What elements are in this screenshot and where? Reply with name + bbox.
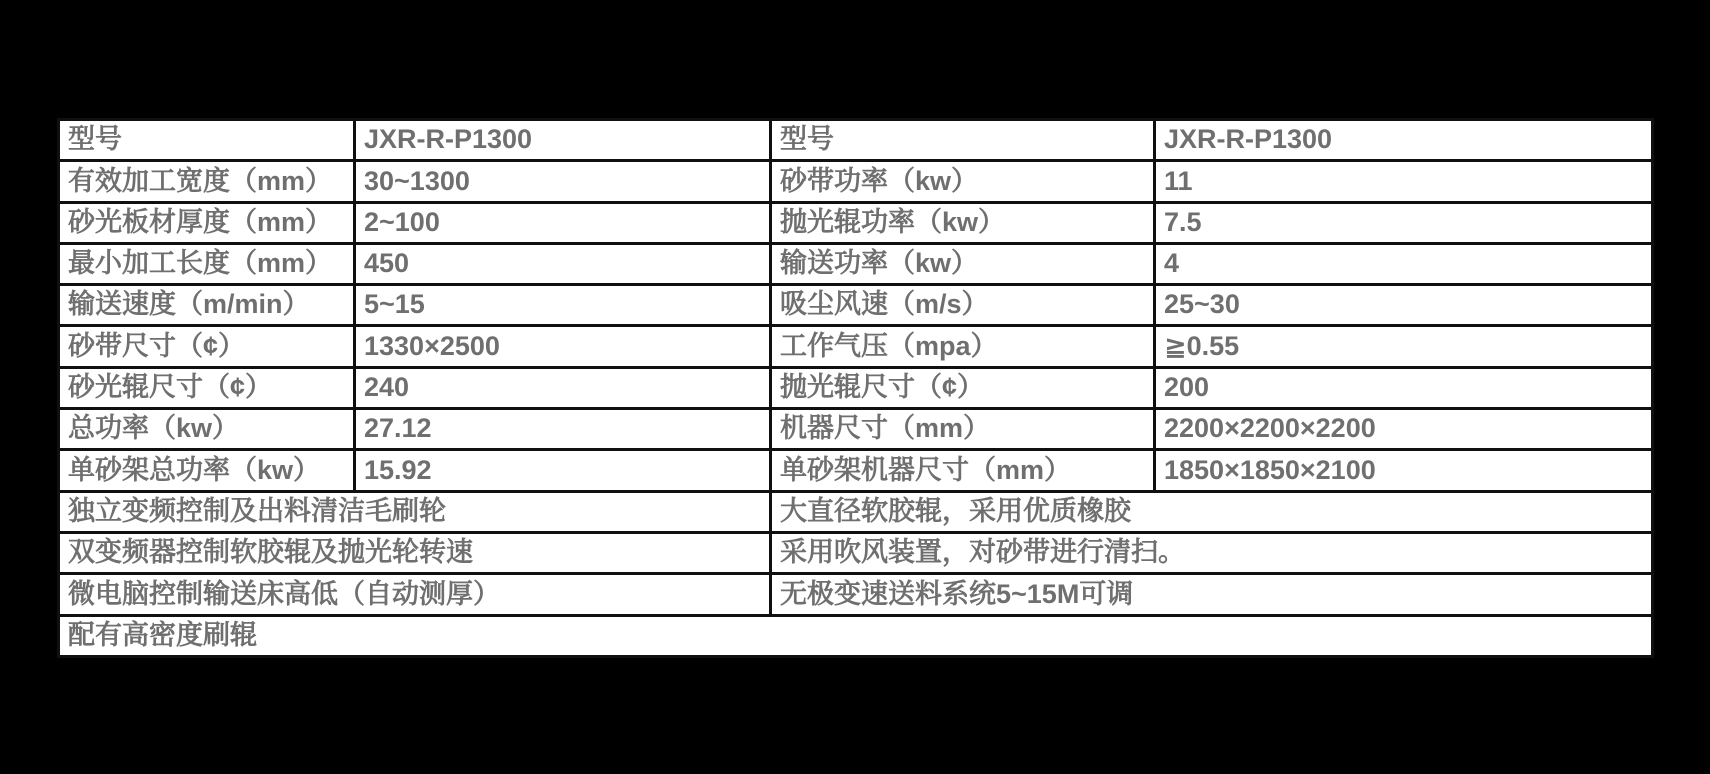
- spec-value-cell: JXR-R-P1300: [1155, 120, 1653, 161]
- spec-value-cell: 200: [1155, 367, 1653, 408]
- spec-label-cell: 砂光辊尺寸（¢）: [59, 367, 355, 408]
- spec-value-cell: 27.12: [355, 409, 771, 450]
- spec-value-cell: 15.92: [355, 450, 771, 491]
- table-row: [59, 120, 1653, 161]
- spec-label-cell: 砂光板材厚度（mm）: [59, 202, 355, 243]
- spec-label-cell: 型号: [771, 120, 1155, 161]
- table-row: [59, 615, 1653, 656]
- spec-label-cell: 单砂架机器尺寸（mm）: [771, 450, 1155, 491]
- spec-label-cell: 吸尘风速（m/s）: [771, 285, 1155, 326]
- feature-cell: 独立变频控制及出料清洁毛刷轮: [59, 491, 771, 532]
- spec-value-cell: JXR-R-P1300: [355, 120, 771, 161]
- spec-value-cell: 25~30: [1155, 285, 1653, 326]
- table-row: [59, 367, 1653, 408]
- spec-label-cell: 机器尺寸（mm）: [771, 409, 1155, 450]
- spec-value-cell: 2200×2200×2200: [1155, 409, 1653, 450]
- table-row: [59, 202, 1653, 243]
- table-row: [59, 326, 1653, 367]
- spec-label-cell: 输送功率（kw）: [771, 243, 1155, 284]
- feature-cell: 无极变速送料系统5~15M可调: [771, 574, 1653, 615]
- spec-label-cell: 输送速度（m/min）: [59, 285, 355, 326]
- spec-label-cell: 抛光辊尺寸（¢）: [771, 367, 1155, 408]
- full-width-feature-cell: 配有高密度刷辊: [59, 615, 1653, 656]
- spec-value-cell: 1330×2500: [355, 326, 771, 367]
- spec-label-cell: 有效加工宽度（mm）: [59, 161, 355, 202]
- spec-label-cell: 总功率（kw）: [59, 409, 355, 450]
- spec-value-cell: 2~100: [355, 202, 771, 243]
- spec-label-cell: 单砂架总功率（kw）: [59, 450, 355, 491]
- machine-spec-table: [57, 118, 1654, 658]
- spec-value-cell: 7.5: [1155, 202, 1653, 243]
- spec-label-cell: 砂带尺寸（¢）: [59, 326, 355, 367]
- table-row: [59, 409, 1653, 450]
- spec-label-cell: 砂带功率（kw）: [771, 161, 1155, 202]
- spec-value-cell: 240: [355, 367, 771, 408]
- spec-label-cell: 最小加工长度（mm）: [59, 243, 355, 284]
- spec-value-cell: 4: [1155, 243, 1653, 284]
- spec-label-cell: 工作气压（mpa）: [771, 326, 1155, 367]
- table-row: [59, 450, 1653, 491]
- table-row: [59, 243, 1653, 284]
- table-row: [59, 161, 1653, 202]
- feature-cell: 微电脑控制输送床高低（自动测厚）: [59, 574, 771, 615]
- table-row: [59, 574, 1653, 615]
- spec-label-cell: 抛光辊功率（kw）: [771, 202, 1155, 243]
- spec-value-cell: 30~1300: [355, 161, 771, 202]
- spec-value-cell: ≧0.55: [1155, 326, 1653, 367]
- feature-cell: 大直径软胶辊，采用优质橡胶: [771, 491, 1653, 532]
- feature-cell: 采用吹风装置，对砂带进行清扫。: [771, 532, 1653, 573]
- table-row: [59, 285, 1653, 326]
- table-row: [59, 532, 1653, 573]
- spec-value-cell: 450: [355, 243, 771, 284]
- feature-cell: 双变频器控制软胶辊及抛光轮转速: [59, 532, 771, 573]
- spec-value-cell: 5~15: [355, 285, 771, 326]
- spec-label-cell: 型号: [59, 120, 355, 161]
- spec-table-container: [57, 118, 1651, 658]
- spec-value-cell: 11: [1155, 161, 1653, 202]
- spec-value-cell: 1850×1850×2100: [1155, 450, 1653, 491]
- table-row: [59, 491, 1653, 532]
